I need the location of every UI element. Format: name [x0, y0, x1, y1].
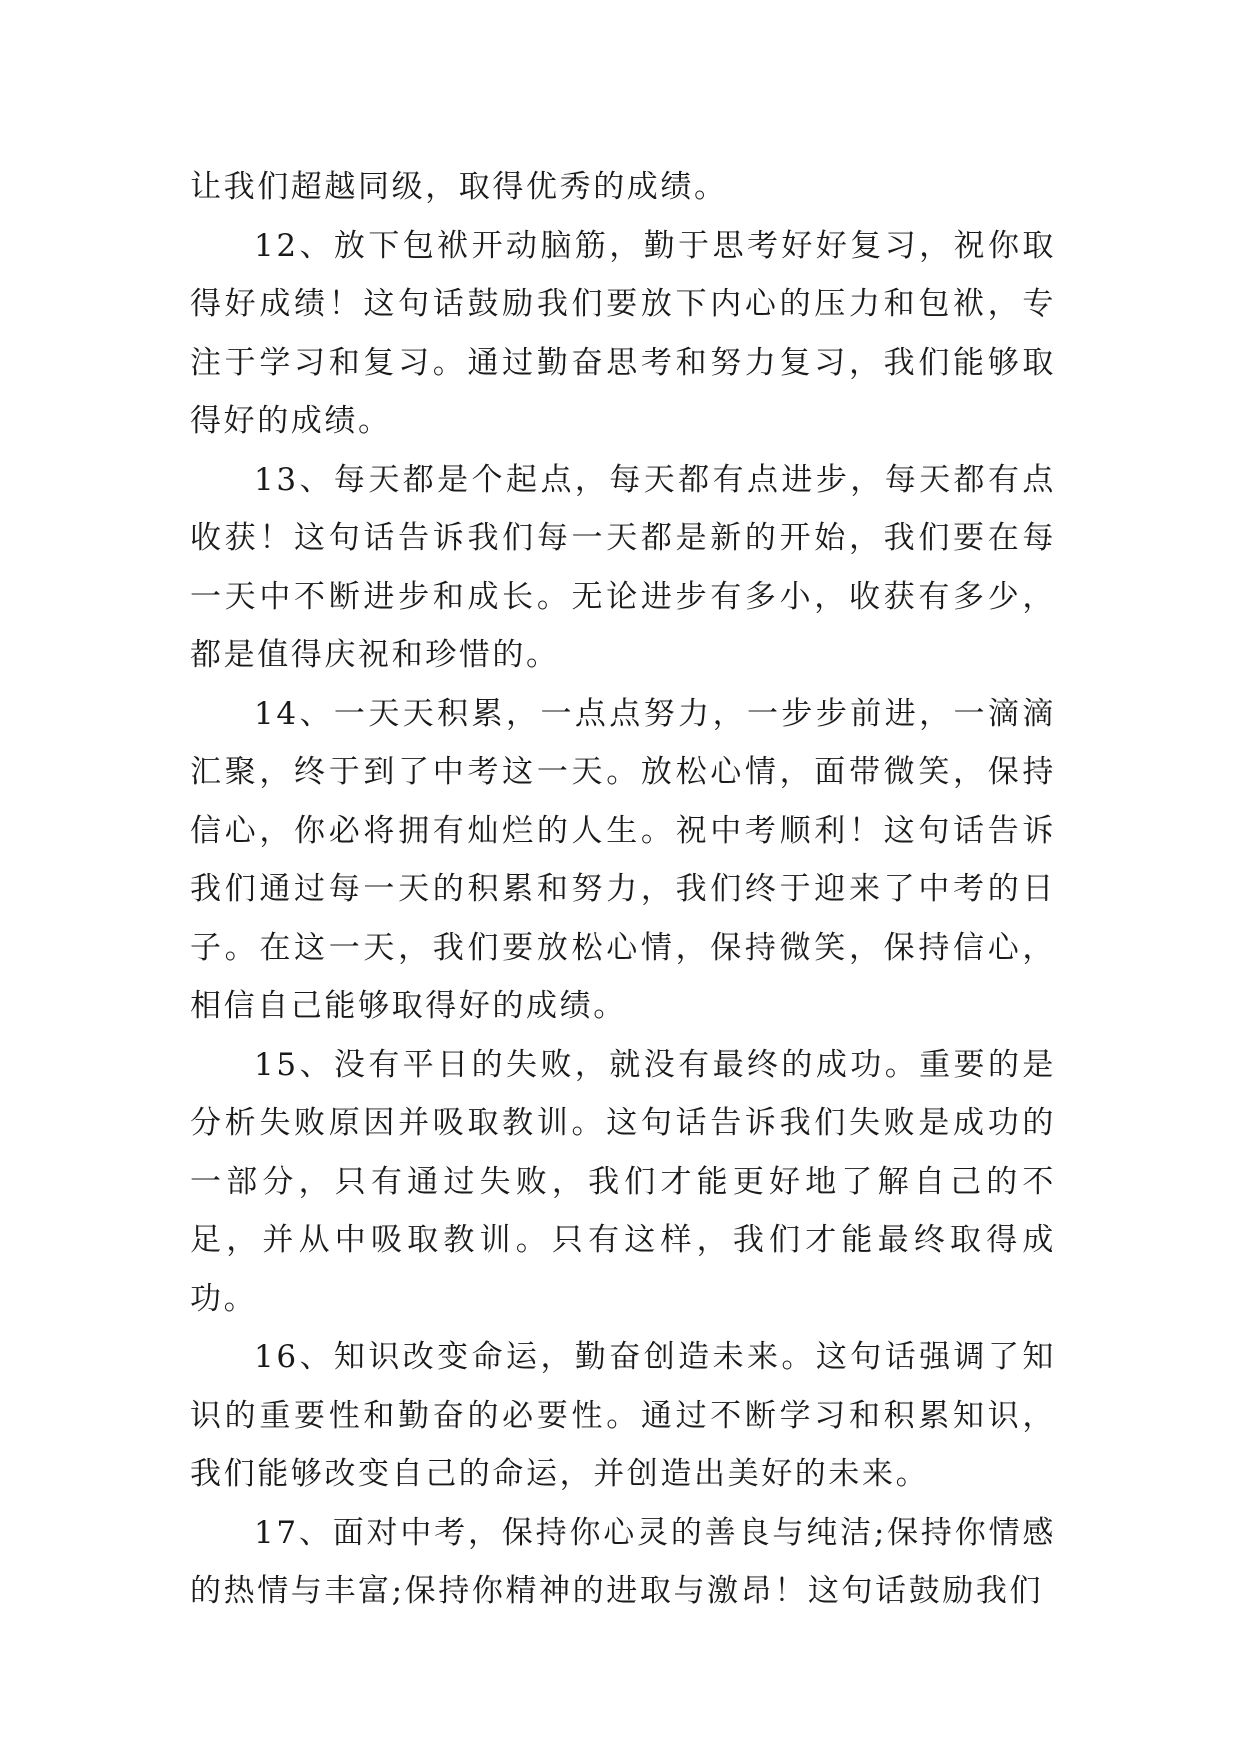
paragraph-continuation: 让我们超越同级，取得优秀的成绩。 — [190, 169, 728, 205]
paragraph-item-16: 16、知识改变命运，勤奋创造未来。这句话强调了知识的重要性和勤奋的必要性。通过不断学习和积累知识，我们能够改变自己的命运，并创造出美好的未来。 — [190, 1339, 1056, 1492]
paragraph-item-12: 12、放下包袱开动脑筋，勤于思考好好复习，祝你取得好成绩！这句话鼓励我们要放下内心的压力和包袱，专注于学习和复习。通过勤奋思考和努力复习，我们能够取得好的成绩。 — [190, 227, 1056, 439]
paragraph-item-14: 14、一天天积累，一点点努力，一步步前进，一滴滴汇聚，终于到了中考这一天。放松心情，面带微笑，保持信心，你必将拥有灿烂的人生。祝中考顺利！这句话告诉我们通过每一天的积累和努力，我们终于迎来了中考的日子。在这一天，我们要放松心情，保持微笑，保持信心，相信自己能够取得好的成绩。 — [190, 695, 1056, 1024]
paragraph-item-13: 13、每天都是个起点，每天都有点进步，每天都有点收获！这句话告诉我们每一天都是新的开始，我们要在每一天中不断进步和成长。无论进步有多小，收获有多少，都是值得庆祝和珍惜的。 — [190, 461, 1056, 673]
paragraph-item-15: 15、没有平日的失败，就没有最终的成功。重要的是分析失败原因并吸取教训。这句话告诉我们失败是成功的一部分，只有通过失败，我们才能更好地了解自己的不足，并从中吸取教训。只有这样，我们才能最终取得成功。 — [190, 1046, 1056, 1317]
document-page — [190, 158, 1056, 1621]
paragraph-item-17: 17、面对中考，保持你心灵的善良与纯洁;保持你情感的热情与丰富;保持你精神的进取与激昂！这句话鼓励我们 — [190, 1514, 1056, 1609]
